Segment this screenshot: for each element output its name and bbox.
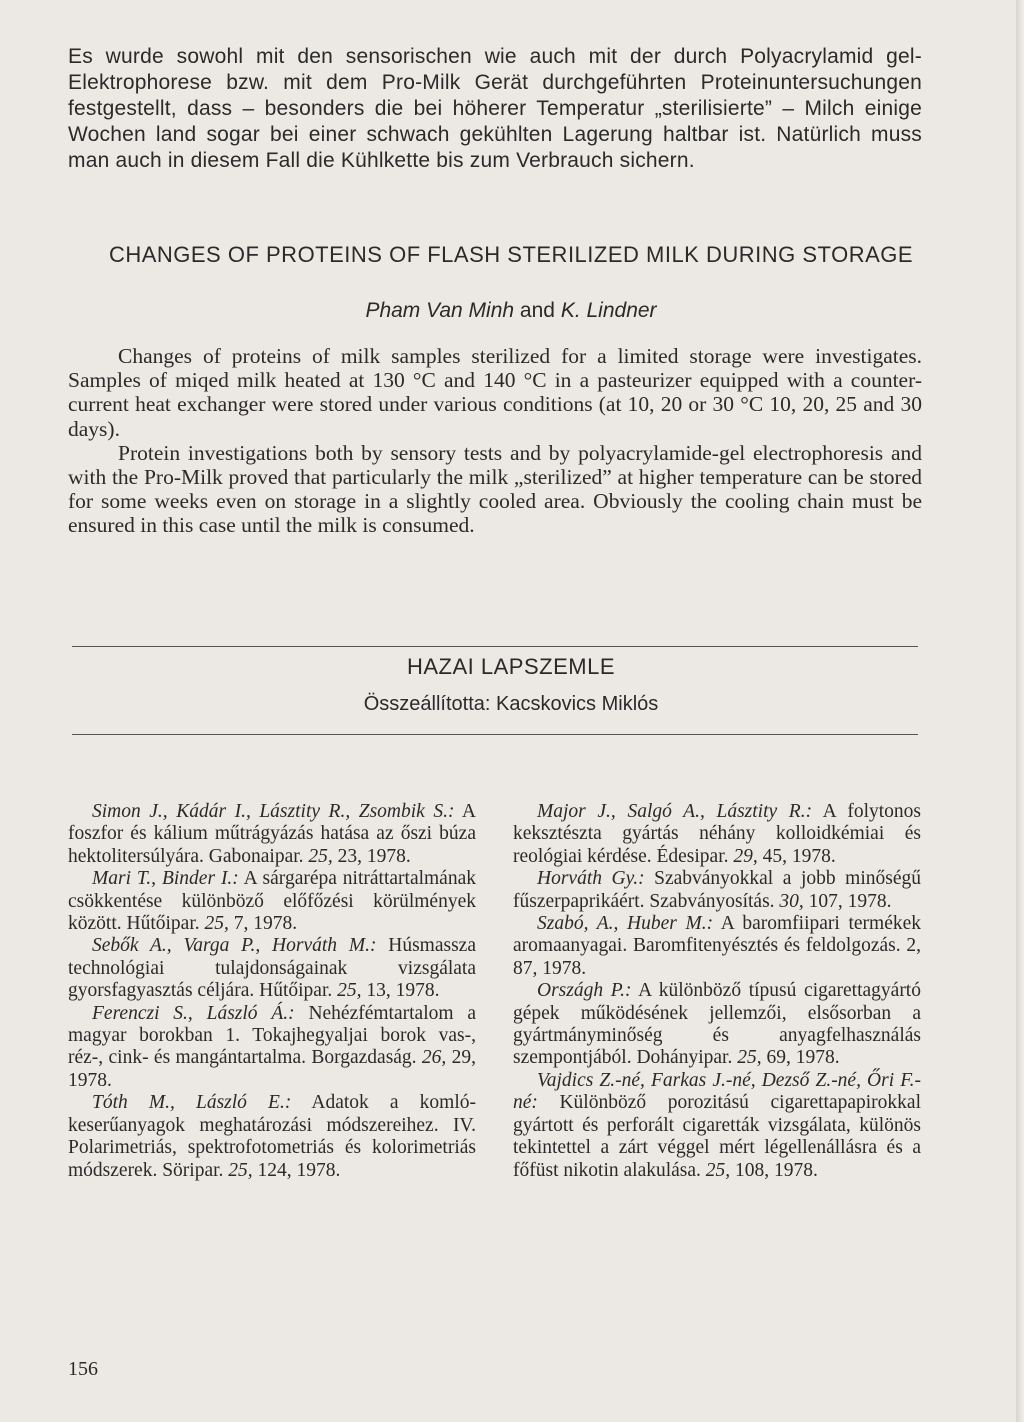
divider-top: [72, 646, 918, 647]
reference-volume: 29,: [733, 845, 758, 867]
reference-entry: [513, 1070, 921, 1182]
reference-entry: [513, 801, 921, 868]
reference-entry: [68, 868, 476, 935]
reference-pages: 7, 1978.: [228, 913, 298, 935]
reference-entry: [68, 1003, 476, 1093]
reference-authors: Tóth M., László E.:: [92, 1092, 292, 1114]
summary-paragraph: Changes of proteins of milk samples sterilized for a limited storage were investigates. Samples of miqed milk heated at 130 °C and 140 °C in a pasteurizer equipped with a counter-current heat exchanger were stored under various conditions (at 10, 20 or 30 °C 10, 20, 25 and 30 days).: [68, 344, 922, 441]
reference-pages: 29, 1978.: [68, 1047, 476, 1091]
reference-authors: Simon J., Kádár I., Lásztity R., Zsombik S.:: [92, 801, 455, 822]
article-summary: [68, 344, 922, 538]
article-title: CHANGES OF PROTEINS OF FLASH STERILIZED MILK DURING STORAGE: [108, 242, 914, 267]
reference-pages: 108, 1978.: [730, 1159, 818, 1181]
reference-authors: Mari T., Binder I.:: [92, 868, 239, 890]
page-edge: [1016, 0, 1024, 1422]
reference-entry: [513, 868, 921, 913]
reference-pages: 23, 1978.: [332, 845, 411, 867]
summary-paragraph: Protein investigations both by sensory tests and by polyacrylamide-gel electrophoresis and with the Pro-Milk proved that particularly the milk „sterilized” at higher temperature can be stored for some weeks even on storage in a slightly cooled area. Obviously the cooling chain must be ensured in this case until the milk is consumed.: [68, 440, 922, 538]
author-conjunction: and: [519, 299, 555, 322]
reference-text: A foszfor és kálium műtrágyázás hatása az őszi búza hektolitersúlyára. Gabonaipar.: [68, 801, 476, 867]
review-compiler: Összeállította: Kacskovics Miklós: [363, 693, 659, 715]
reference-volume: 25,: [337, 980, 362, 1002]
review-section-title: HAZAI LAPSZEMLE: [406, 654, 615, 679]
reference-volume: 25,: [705, 1159, 731, 1181]
reference-pages: 107, 1978.: [803, 890, 892, 912]
reference-authors: Ferenczi S., László Á.:: [92, 1002, 295, 1024]
reference-entry: [513, 913, 921, 980]
reference-pages: 13, 1978.: [361, 980, 440, 1002]
reference-authors: Országh P.:: [537, 980, 632, 1002]
reference-entry: [68, 935, 476, 1002]
reference-text: Szabványokkal a jobb minőségű fűszerpaprikáért. Szabványosítás.: [513, 868, 921, 912]
reference-volume: 26,: [421, 1047, 447, 1069]
reference-pages: 45, 1978.: [757, 845, 836, 867]
reference-pages: 124, 1978.: [252, 1159, 341, 1181]
author-1: Pham Van Minh: [365, 299, 515, 322]
reference-text: Nehézfémtartalom a magyar borokban 1. Tokajhegyaljai borok vas-, réz-, cink- és mangántartalma. Borgazdaság.: [68, 1002, 476, 1069]
reference-authors: Sebők A., Varga P., Horváth M.:: [92, 935, 377, 957]
reference-authors: Major J., Salgó A., Lásztity R.:: [537, 801, 813, 822]
reference-entry: [513, 980, 921, 1070]
reference-authors: Vajdics Z.-né, Farkas J.-né, Dezső Z.-né, Őri F.-né:: [513, 1069, 921, 1114]
reference-volume: 25,: [228, 1159, 253, 1181]
reference-volume: 25,: [204, 913, 229, 935]
reference-volume: 25,: [308, 845, 333, 867]
reference-text: A folytonos keksztészta gyártás néhány kolloidkémiai és reológiai kérdése. Édesipar.: [513, 801, 921, 867]
reference-entry: [68, 1092, 476, 1182]
divider-bottom: [72, 734, 918, 735]
reference-entry: [68, 801, 476, 868]
reference-text: Húsmassza technológiai tulajdonságainak vizsgálata gyorsfagyasztás céljára. Hűtőipar.: [68, 935, 476, 1002]
reference-text: A baromfiipari termékek aromaanyagai. Baromfitenyésztés és feldolgozás. 2, 87, 1978.: [513, 913, 921, 979]
reference-volume: 30,: [779, 890, 804, 912]
reference-text: Adatok a komlókeserűanyagok meghatározási módszereihez. IV. Polarimetriás, spektrofotometriás és kolorimetriás módszerek. Söripar.: [68, 1092, 476, 1181]
reference-pages: 69, 1978.: [761, 1047, 840, 1069]
reference-text: Különböző porozitású cigarettapapirokkal gyártott és perforált cigaretták vizsgálata, különös tekintettel a zárt véggel mért légellenállásra és a főfüst nikotin alakulása.: [513, 1092, 921, 1181]
intro-paragraph: Es wurde sowohl mit den sensorischen wie auch mit der durch Polyacrylamid gel-Elektrophorese bzw. mit dem Pro-Milk Gerät durchgeführten Proteinuntersuchungen festgestellt, dass – besonders die bei höherer Temperatur „sterilisierte” – Milch einige Wochen land sogar bei einer schwach gekühlten Lagerung haltbar ist. Natürlich muss man auch in diesem Fall die Kühlkette bis zum Verbrauch sichern.: [68, 45, 922, 172]
references-right-column: [513, 801, 921, 1182]
reference-authors: Horváth Gy.:: [537, 868, 645, 890]
reference-volume: 25,: [737, 1047, 762, 1069]
article-authors: [68, 299, 954, 323]
reference-text: A különböző típusú cigarettagyártó gépek működésének jellemzői, elsősorban a gyártmányminőség és anyagfelhasználás szempontjából. Dohányipar.: [513, 980, 921, 1069]
page-number: 156: [68, 1358, 98, 1380]
references-left-column: [68, 801, 476, 1182]
reference-text: A sárgarépa nitráttartalmának csökkentése különböző előfőzési körülmények között. Hűtőipar.: [68, 868, 476, 935]
reference-authors: Szabó, A., Huber M.:: [537, 913, 714, 935]
author-2: K. Lindner: [560, 299, 657, 322]
